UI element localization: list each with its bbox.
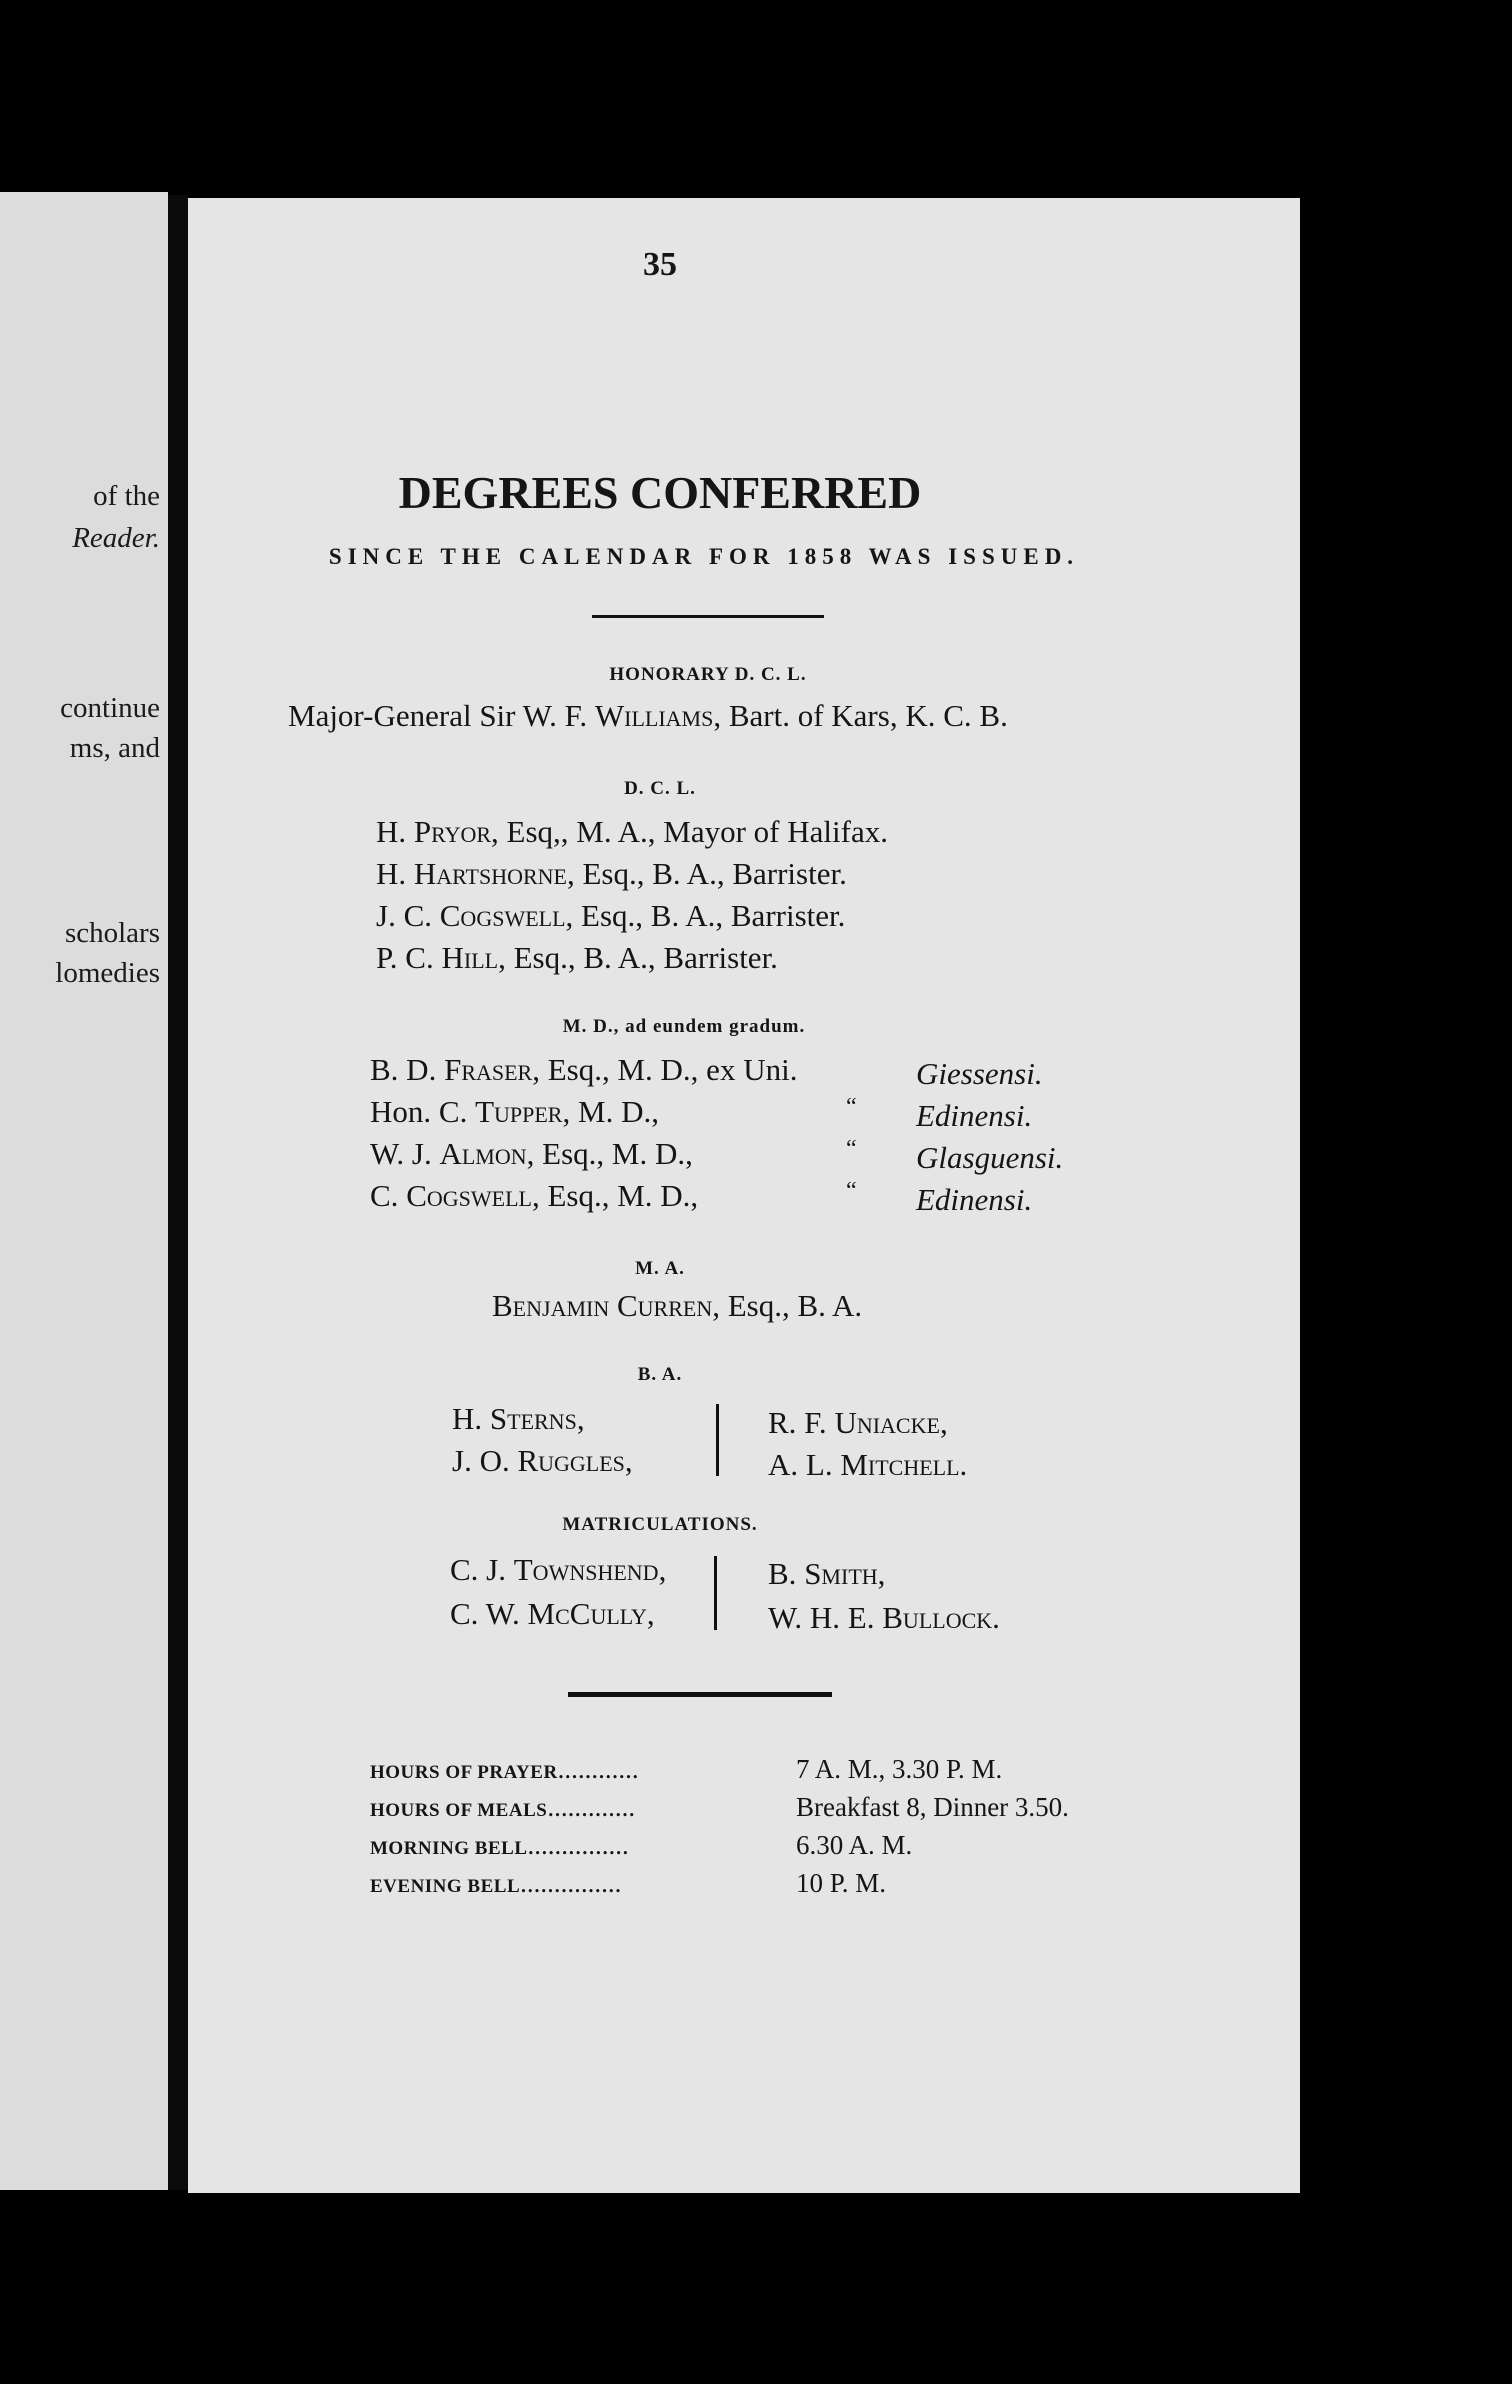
dcl-entry: J. C. Cogswell, Esq., B. A., Barrister. [376, 898, 846, 933]
left-fragment-line: of the [93, 480, 160, 512]
honorary-dcl-entry: Major-General Sir W. F. Williams, Bart. of Kars, K. C. B. [288, 698, 1008, 733]
page-subtitle: SINCE THE CALENDAR FOR 1858 WAS ISSUED. [328, 544, 1080, 569]
ditto-mark: “ [846, 1178, 857, 1204]
matric-right-column [768, 1552, 1000, 1640]
ma-entry: Benjamin Curren, Esq., B. A. [492, 1288, 863, 1323]
left-fragment-line: ms, and [69, 732, 160, 764]
section-heading-honorary-dcl: HONORARY D. C. L. [609, 664, 807, 685]
section-heading-md: M. D., ad eundem gradum. [562, 1016, 806, 1037]
section-rule [568, 1692, 832, 1697]
left-fragment-line: lomedies [55, 957, 160, 989]
left-fragment-line: continue [60, 692, 160, 724]
dcl-entry: H. Hartshorne, Esq., B. A., Barrister. [376, 856, 847, 891]
ba-entry: R. F. Uniacke, [768, 1405, 948, 1440]
ditto-mark: “ [846, 1136, 857, 1162]
md-university: Edinensi. [916, 1098, 1033, 1133]
section-heading-ma: M. A. [635, 1258, 685, 1279]
ba-right-column [768, 1402, 967, 1486]
column-divider [716, 1404, 719, 1476]
section-heading-ba: B. A. [637, 1364, 683, 1385]
md-university: Glasguensi. [916, 1140, 1064, 1175]
document-page [188, 198, 1300, 2193]
md-entry: Hon. C. Tupper, M. D., [370, 1094, 659, 1129]
ba-entry: H. Sterns, [452, 1401, 585, 1436]
matriculation-entry: C. W. McCully, [450, 1596, 655, 1631]
md-entry: B. D. Fraser, Esq., M. D., ex Uni. [370, 1052, 798, 1087]
ba-entry: A. L. Mitchell. [768, 1447, 968, 1482]
hours-row: HOURS OF MEALS............. Breakfast 8, Dinner 3.50. [370, 1792, 1069, 1822]
hours-row: MORNING BELL............... 6.30 A. M. [370, 1830, 913, 1860]
hours-row: EVENING BELL............... 10 P. M. [370, 1868, 887, 1898]
matric-left-column [450, 1548, 666, 1636]
dcl-entry: P. C. Hill, Esq., B. A., Barrister. [376, 940, 778, 975]
dcl-entry: H. Pryor, Esq,, M. A., Mayor of Halifax. [376, 814, 888, 849]
column-divider [714, 1556, 717, 1630]
page-number: 35 [643, 246, 677, 283]
matriculation-entry: C. J. Townshend, [450, 1552, 667, 1587]
md-university: Giessensi. [916, 1056, 1043, 1091]
page-title: DEGREES CONFERRED [398, 467, 922, 518]
md-entry: W. J. Almon, Esq., M. D., [370, 1136, 693, 1171]
md-university: Edinensi. [916, 1182, 1033, 1217]
matriculation-entry: B. Smith, [768, 1556, 886, 1591]
section-heading-matriculations: MATRICULATIONS. [562, 1514, 758, 1535]
left-fragment-line: scholars [64, 917, 160, 949]
hours-row: HOURS OF PRAYER............ 7 A. M., 3.30 P. M. [370, 1754, 1003, 1784]
title-rule [592, 615, 824, 618]
md-entry: C. Cogswell, Esq., M. D., [370, 1178, 699, 1213]
section-heading-dcl: D. C. L. [624, 778, 696, 799]
matriculation-entry: W. H. E. Bullock. [768, 1600, 1000, 1635]
left-fragment-line: Reader. [72, 522, 160, 554]
ditto-mark: “ [846, 1094, 857, 1120]
ba-entry: J. O. Ruggles, [452, 1443, 633, 1478]
ba-left-column [452, 1398, 633, 1482]
